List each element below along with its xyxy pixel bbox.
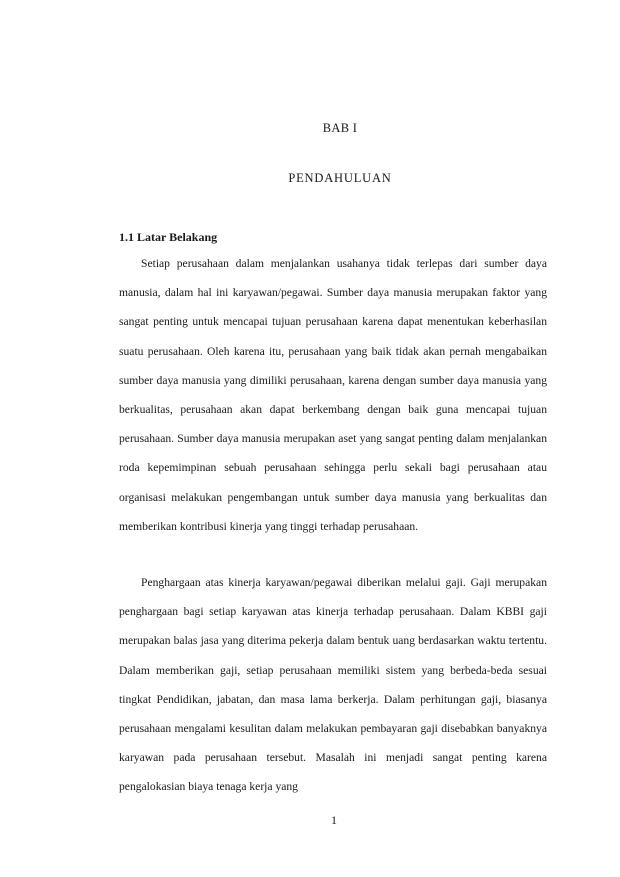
chapter-label: BAB I (322, 121, 358, 135)
paragraph-1: Setiap perusahaan dalam menjalankan usahanya tidak terlepas dari sumber daya manusia, dalam hal ini karyawan/pegawai. Sumber daya manusia merupakan faktor yang sangat penting untuk mencapai tujuan perusahaan karena dapat menentukan keberhasilan suatu perusahaan. Oleh karena itu, perusahaan yang baik tidak akan pernah mengabaikan sumber daya manusia yang dimiliki perusahaan, karena dengan sumber daya manusia yang berkualitas, perusahaan akan dapat berkembang dengan baik guna mencapai tujuan perusahaan. Sumber daya manusia merupakan aset yang sangat penting dalam menjalankan roda kepemimpinan sebuah perusahaan sehingga perlu sekali bagi perusahaan atau organisasi melakukan pengembangan untuk sumber daya manusia yang berkualitas dan memberikan kontribusi kinerja yang tinggi terhadap perusahaan. (119, 257, 547, 533)
page-number: 1 (331, 813, 337, 827)
chapter-title: PENDAHULUAN (288, 171, 392, 185)
paragraph-2: Penghargaan atas kinerja karyawan/pegawai diberikan melalui gaji. Gaji merupakan penghargaan bagi setiap karyawan atas kinerja terhadap perusahaan. Dalam KBBI gaji merupakan balas jasa yang diterima pekerja dalam bentuk uang berdasarkan waktu tertentu. Dalam memberikan gaji, setiap perusahaan memiliki sistem yang berbeda-beda sesuai tingkat Pendidikan, jabatan, dan masa lama berkerja. Dalam perhitungan gaji, biasanya perusahaan mengalami kesulitan dalam melakukan pembayaran gaji disebabkan banyaknya karyawan pada perusahaan tersebut. Masalah ini menjadi sangat penting karena pengalokasian biaya tenaga kerja yang (119, 576, 547, 794)
section-heading: 1.1 Latar Belakang (119, 230, 218, 244)
